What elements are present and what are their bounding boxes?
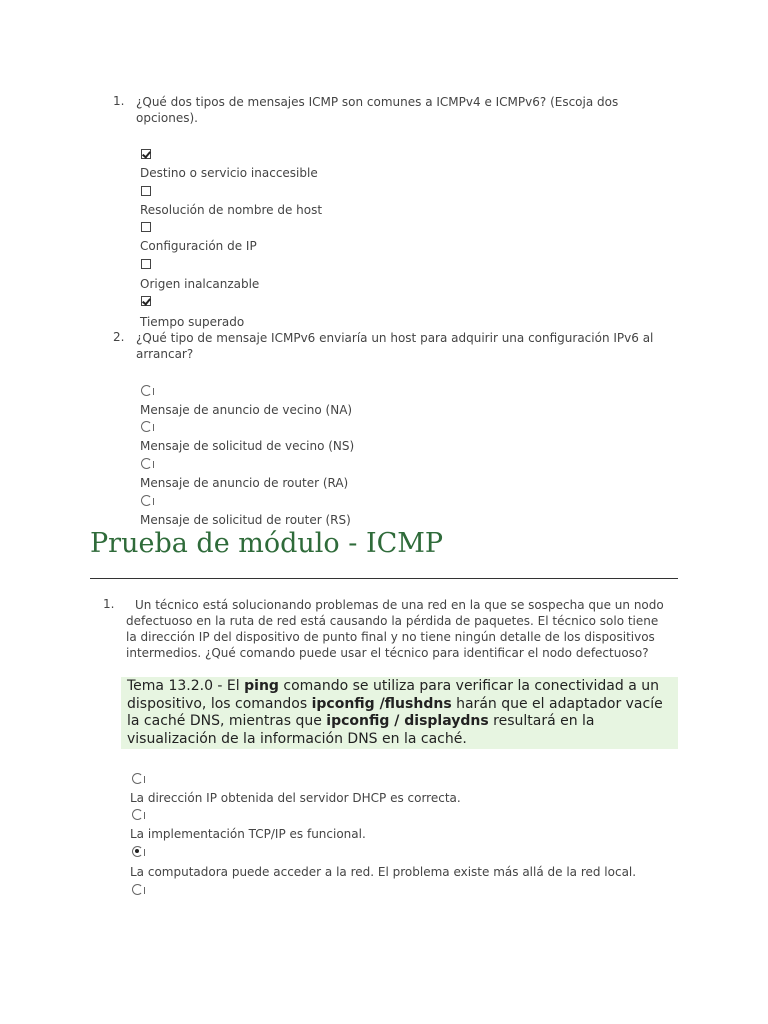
question-number: 1. [113, 94, 125, 108]
option-label: Mensaje de anuncio de vecino (NA) [140, 403, 353, 417]
option-label: Mensaje de solicitud de router (RS) [140, 513, 351, 527]
radio-icon[interactable] [141, 458, 152, 469]
question-number: 1. [103, 597, 115, 611]
option-label: Configuración de IP [140, 239, 257, 253]
option-label: Mensaje de anuncio de router (RA) [140, 476, 349, 490]
checkbox-icon[interactable] [141, 296, 151, 306]
radio-icon[interactable] [132, 809, 143, 820]
checkbox-icon[interactable] [141, 259, 151, 269]
option-label: Destino o servicio inaccesible [140, 166, 318, 180]
radio-icon[interactable] [132, 773, 143, 784]
section-title: Prueba de módulo - ICMP [90, 528, 444, 559]
radio-icon[interactable] [141, 385, 152, 396]
divider [90, 578, 678, 579]
radio-icon[interactable] [141, 421, 152, 432]
option-label: Resolución de nombre de host [140, 203, 323, 217]
radio-icon[interactable] [141, 495, 152, 506]
checkbox-icon[interactable] [141, 149, 151, 159]
checkbox-icon[interactable] [141, 222, 151, 232]
explanation-box: Tema 13.2.0 - El ping comando se utiliza para verificar la conectividad a un dispositivo, los comandos ipconfig /flushdns harán que el adaptador vacíe la caché DNS, mientras que ipconfig / displaydns resultará en la visualización de la información DNS en la caché. [121, 677, 678, 749]
option-label: La dirección IP obtenida del servidor DHCP es correcta. [130, 791, 461, 805]
option-label: La computadora puede acceder a la red. El problema existe más allá de la red local. [130, 865, 637, 879]
option-label: Tiempo superado [140, 315, 245, 329]
option-label: Origen inalcanzable [140, 277, 260, 291]
option-label: La implementación TCP/IP es funcional. [130, 827, 366, 841]
checkbox-icon[interactable] [141, 186, 151, 196]
question-text: ¿Qué dos tipos de mensajes ICMP son comunes a ICMPv4 e ICMPv6? (Escoja dos opciones). [136, 95, 619, 125]
question-number: 2. [113, 330, 125, 344]
question-text: Un técnico está solucionando problemas de una red en la que se sospecha que un nodo defectuoso en la ruta de red está causando la pérdida de paquetes. El técnico solo tiene la dirección IP del dispositivo de punto final y no tiene ningún detalle de los dispositivos intermedios. ¿Qué comando puede usar el técnico para identificar el nodo defectuoso? [126, 598, 664, 660]
radio-selected-icon[interactable] [132, 846, 143, 857]
question-text: ¿Qué tipo de mensaje ICMPv6 enviaría un host para adquirir una configuración IPv6 al arrancar? [136, 331, 654, 361]
option-label: Mensaje de solicitud de vecino (NS) [140, 439, 355, 453]
radio-icon[interactable] [132, 884, 143, 895]
